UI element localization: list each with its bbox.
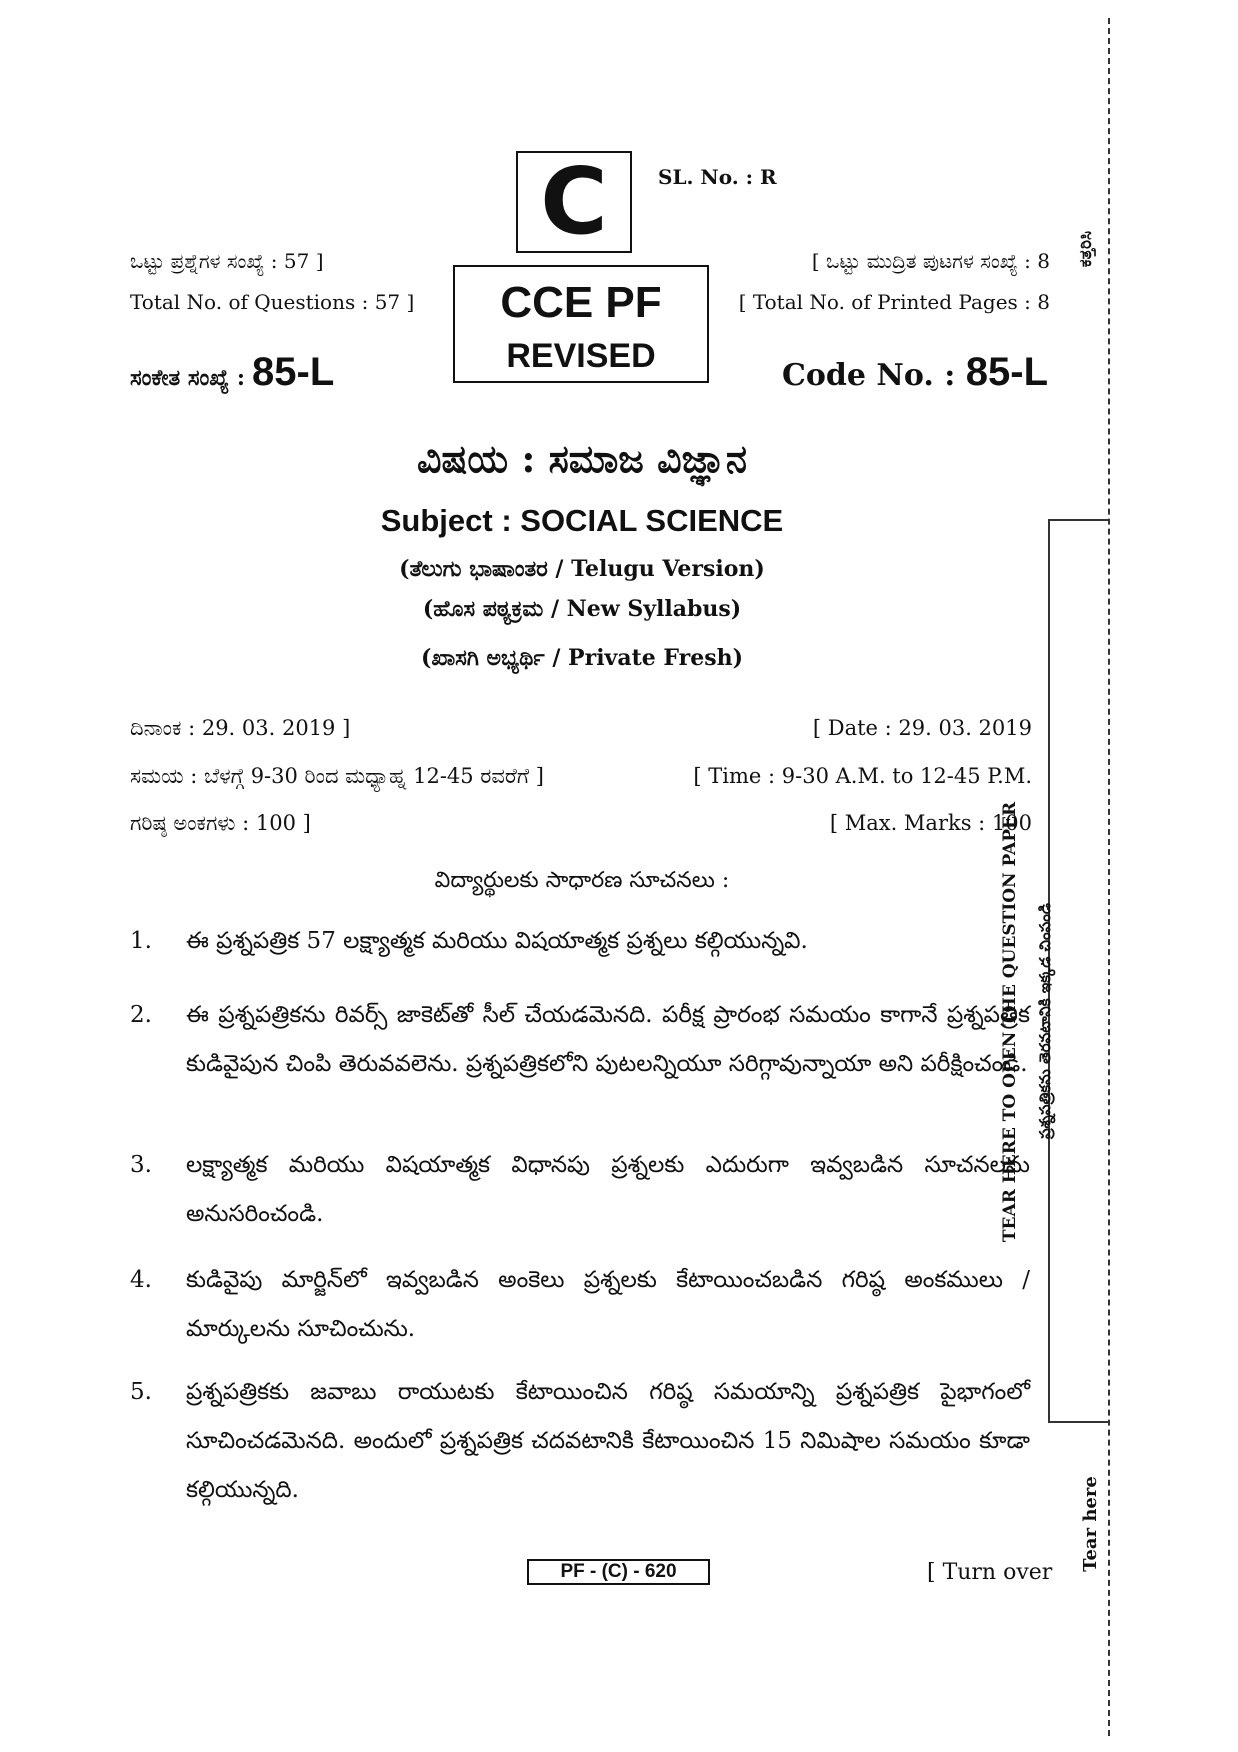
serial-number: SL. No. : R	[658, 165, 777, 189]
exam-subtitle: REVISED	[506, 337, 656, 375]
total-questions-kannada: ಒಟ್ಟು ಪ್ರಶ್ನೆಗಳ ಸಂಖ್ಯೆ : 57 ]	[130, 249, 324, 273]
exam-title-box	[453, 265, 709, 383]
instruction-number: 3.	[130, 1152, 152, 1178]
instructions-heading: విద్యార్థులకు సాధారణ సూచనలు :	[434, 868, 730, 893]
instruction-text: ప్రశ్నపత్రికకు జవాబు రాయుటకు కేటాయించిన గరిష్ఠ సమయాన్ని ప్రశ్నపత్రిక పైభాగంలో సూచించడమెనది. అందులో ప్రశ్నపత్రిక చదవటానికి కేటాయించిన 15 నిమిషాల సమయం కూడా కల్గియున్నది.	[186, 1379, 1030, 1503]
instruction-text: ఈ ప్రశ్నపత్రికను రివర్స్ జాకెట్‌తో సీల్ చేయడమెనది. పరీక్ష ప్రారంభ సమయం కాగానే ప్రశ్నపత్రిక కుడివైపున చింపి తెరువవలెను. ప్రశ్నపత్రికలోని పుటలన్నియూ సరిగ్గావున్నాయా అని పరీక్షించండి.	[186, 1002, 1030, 1077]
code-value-left: 85-L	[252, 350, 335, 394]
instruction-item	[130, 917, 1030, 966]
version-line: (ತೆಲುಗು ಭಾಷಾಂತರ / Telugu Version)	[399, 556, 765, 582]
max-marks-english: [ Max. Marks : 100	[829, 811, 1032, 835]
total-pages-english: [ Total No. of Printed Pages : 8	[738, 290, 1050, 314]
instruction-number: 4.	[130, 1267, 152, 1293]
code-number-english	[782, 350, 1048, 395]
code-label-english: Code No. :	[782, 358, 956, 393]
tear-here-label: Tear here	[1080, 1476, 1101, 1572]
exam-title: CCE PF	[500, 278, 662, 327]
instruction-text: కుడివైపు మార్జిన్‌లో ఇవ్వబడిన అంకెలు ప్రశ్నలకు కేటాయించబడిన గరిష్ఠ అంకములు / మార్కులను సూచించును.	[186, 1267, 1030, 1342]
total-questions-english: Total No. of Questions : 57 ]	[130, 290, 415, 314]
instruction-number: 1.	[130, 928, 152, 954]
candidate-type-line: (ಖಾಸಗಿ ಅಭ್ಯರ್ಥಿ / Private Fresh)	[420, 645, 744, 671]
instruction-number: 2.	[130, 1002, 152, 1028]
instruction-text: ఈ ప్రశ్నపత్రిక 57 లక్ష్యాత్మక మరియు విషయాత్మక ప్రశ్నలు కల్గియున్నవి.	[186, 928, 808, 954]
instruction-item	[130, 1256, 1030, 1354]
subject-kannada: ವಿಷಯ : ಸಮಾಜ ವಿಜ್ಞಾನ	[417, 436, 747, 481]
instruction-item	[130, 991, 1030, 1089]
series-letter-box: C	[516, 151, 632, 253]
max-marks-kannada: ಗರಿಷ್ಠ ಅಂಕಗಳು : 100 ]	[130, 811, 311, 835]
turn-over-label: [ Turn over	[927, 1560, 1053, 1585]
code-number-kannada	[130, 350, 334, 395]
time-kannada: ಸಮಯ : ಬೆಳಗ್ಗೆ 9-30 ರಿಂದ ಮಧ್ಯಾಹ್ನ 12-45 ರವರೆಗೆ ]	[130, 764, 544, 788]
syllabus-line: (ಹೊಸ ಪಠ್ಯಕ್ರಮ / New Syllabus)	[422, 596, 742, 622]
instruction-number: 5.	[130, 1379, 152, 1405]
total-pages-kannada: [ ಒಟ್ಟು ಮುದ್ರಿತ ಪುಟಗಳ ಸಂಖ್ಯೆ : 8	[811, 249, 1050, 273]
tear-label-kannada-top: ಕತ್ತರಿಸಿ	[1076, 230, 1096, 268]
instruction-item	[130, 1141, 1030, 1239]
code-label-kannada: ಸಂಕೇತ ಸಂಖ್ಯೆ :	[130, 365, 246, 391]
date-kannada: ದಿನಾಂಕ : 29. 03. 2019 ]	[130, 716, 351, 740]
instruction-item	[130, 1368, 1030, 1515]
code-value-right: 85-L	[965, 350, 1048, 394]
tear-here-telugu: ప్రశ్నపత్రికను తెరవటానికి ఇక్కడ చింపండి	[1036, 902, 1054, 1140]
tear-guide-bracket	[1048, 519, 1110, 1423]
tear-here-instruction: TEAR HERE TO OPEN THE QUESTION PAPER	[1000, 801, 1020, 1243]
date-english: [ Date : 29. 03. 2019	[812, 716, 1032, 740]
time-english: [ Time : 9-30 A.M. to 12-45 P.M.	[693, 764, 1032, 788]
paper-code-box: PF - (C) - 620	[527, 1559, 710, 1585]
subject-english: Subject : SOCIAL SCIENCE	[380, 503, 784, 538]
instruction-text: లక్ష్యాత్మక మరియు విషయాత్మక విధానపు ప్రశ్నలకు ఎదురుగా ఇవ్వబడిన సూచనలను అనుసరించండి.	[186, 1152, 1030, 1227]
